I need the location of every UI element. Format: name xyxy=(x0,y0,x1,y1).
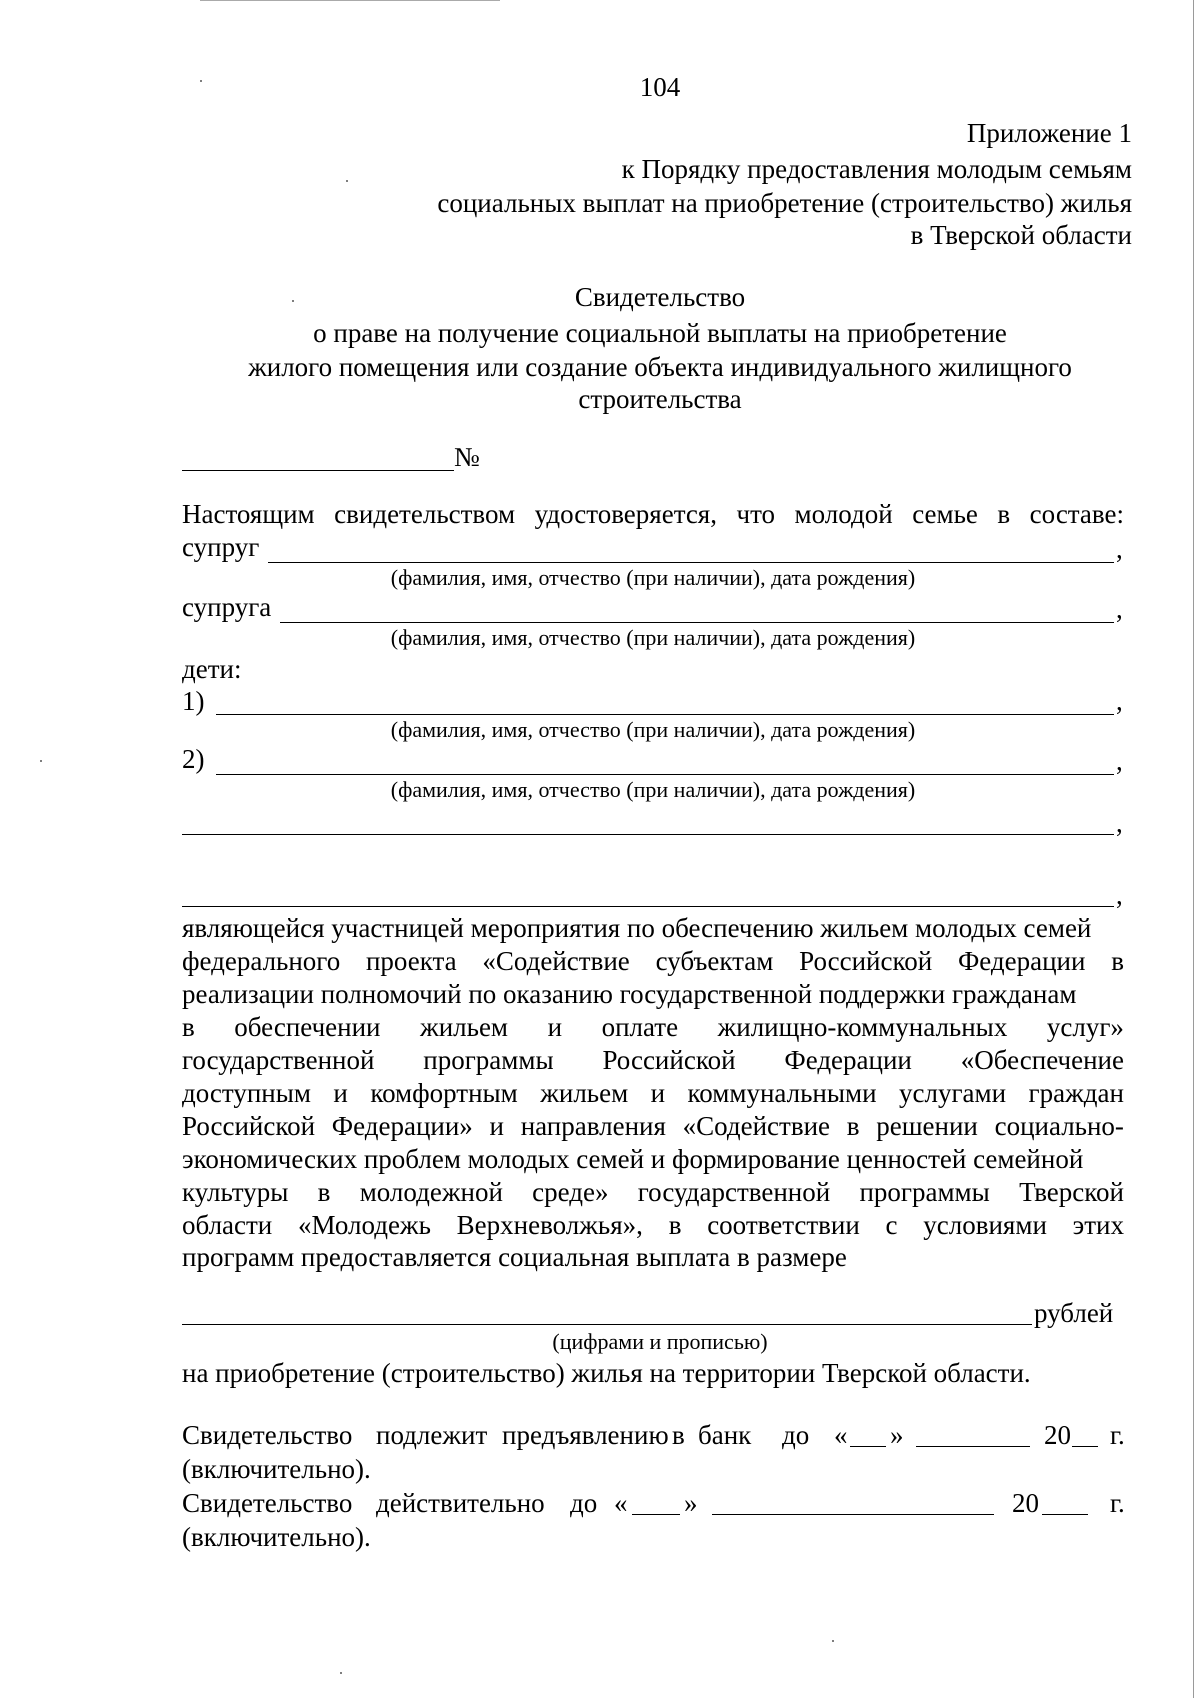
inclusive-note: (включительно). xyxy=(182,1454,371,1484)
body-word: в xyxy=(668,1210,682,1240)
body-word: этих xyxy=(1072,1210,1124,1240)
intro-word: Настоящим xyxy=(182,499,315,529)
scan-speck xyxy=(832,1640,834,1642)
doc-subtitle-1: о праве на получение социальной выплаты на приобретение xyxy=(313,318,1007,348)
body-word: коммунальными xyxy=(687,1078,877,1108)
year-suffix: г. xyxy=(1110,1488,1125,1518)
body-word: Российской xyxy=(799,946,933,976)
body-word: Верхневолжья», xyxy=(456,1210,643,1240)
body-word: Российской xyxy=(602,1045,736,1075)
body-word: жильем xyxy=(420,1012,509,1042)
body-word: культуры xyxy=(182,1177,289,1207)
fio-hint: (фамилия, имя, отчество (при наличии), дата рождения) xyxy=(390,625,916,650)
body-word: молодежной xyxy=(359,1177,503,1207)
appendix-line-3: социальных выплат на приобретение (строительство) жилья xyxy=(437,188,1132,218)
valid-word: Свидетельство xyxy=(182,1488,353,1518)
bank-word: в xyxy=(672,1420,685,1450)
body-word: «Содействие xyxy=(682,1111,831,1141)
body-word: программы xyxy=(423,1045,554,1075)
intro-line xyxy=(182,498,1124,530)
body-text: экономических проблем молодых семей и формирование ценностей семейной xyxy=(182,1144,1084,1174)
comma: , xyxy=(1116,594,1123,624)
intro-word: молодой xyxy=(794,499,893,529)
body-word: оплате xyxy=(601,1012,679,1042)
inclusive-note: (включительно). xyxy=(182,1522,371,1552)
intro-word: составе: xyxy=(1029,499,1124,529)
body-word: социально- xyxy=(994,1111,1124,1141)
child-2-label: 2) xyxy=(182,744,205,774)
body-word: доступным xyxy=(182,1078,311,1108)
body-word: условиями xyxy=(923,1210,1047,1240)
scan-speck xyxy=(292,300,294,302)
amount-hint: (цифрами и прописью) xyxy=(552,1329,768,1354)
body-line xyxy=(182,1044,1124,1076)
amount-field[interactable] xyxy=(182,1324,1032,1325)
scan-speck xyxy=(340,1672,342,1674)
body-last-line: программ предоставляется социальная выплата в размере xyxy=(182,1242,847,1272)
extra-member-field-1[interactable] xyxy=(182,834,1114,835)
spouse-male-field[interactable] xyxy=(268,562,1114,563)
body-line xyxy=(182,978,1124,1010)
body-word: обеспечении xyxy=(234,1012,381,1042)
body-line xyxy=(182,912,1124,944)
spouse-male-label: супруг xyxy=(182,532,260,562)
doc-subtitle-3: строительства xyxy=(578,384,742,414)
body-word: в xyxy=(182,1012,195,1042)
body-text: реализации полномочий по оказанию государственной поддержки гражданам xyxy=(182,979,1077,1009)
scan-speck xyxy=(200,80,202,82)
doc-subtitle-2: жилого помещения или создание объекта индивидуального жилищного xyxy=(248,352,1072,382)
year-prefix: 20 xyxy=(1012,1488,1039,1518)
body-word: субъектам xyxy=(655,946,774,976)
body-word: и xyxy=(489,1111,504,1141)
page-number: 104 xyxy=(639,72,681,102)
body-word: услугами xyxy=(899,1078,1007,1108)
scan-speck xyxy=(40,760,42,762)
appendix-line-1: Приложение 1 xyxy=(966,118,1132,148)
body-word: «Молодежь xyxy=(298,1210,431,1240)
bank-word: Свидетельство xyxy=(182,1420,353,1450)
comma: , xyxy=(1116,746,1123,776)
valid-word: действительно xyxy=(376,1488,545,1518)
body-line xyxy=(182,1077,1124,1109)
comma: , xyxy=(1116,686,1123,716)
body-line xyxy=(182,945,1124,977)
body-word: жильем xyxy=(540,1078,629,1108)
body-word: Федерации» xyxy=(331,1111,473,1141)
body-word: государственной xyxy=(182,1045,375,1075)
body-line xyxy=(182,1176,1124,1208)
comma: , xyxy=(1116,808,1123,838)
intro-word: свидетельством xyxy=(334,499,516,529)
year-prefix: 20 xyxy=(1044,1420,1071,1450)
body-word: с xyxy=(885,1210,898,1240)
body-word: решении xyxy=(876,1111,978,1141)
intro-word: в xyxy=(997,499,1011,529)
child-1-field[interactable] xyxy=(216,714,1114,715)
bank-word: подлежит xyxy=(376,1420,488,1450)
body-word: Федерации xyxy=(957,946,1086,976)
body-word: среде» xyxy=(532,1177,609,1207)
purpose-line: на приобретение (строительство) жилья на территории Тверской области. xyxy=(182,1358,1031,1388)
comma: , xyxy=(1116,534,1123,564)
body-word: и xyxy=(333,1078,348,1108)
body-word: «Обеспечение xyxy=(960,1045,1124,1075)
doc-title: Свидетельство xyxy=(574,282,746,312)
fio-hint: (фамилия, имя, отчество (при наличии), дата рождения) xyxy=(390,717,916,742)
valid-year-field[interactable] xyxy=(1042,1514,1088,1515)
body-word: государственной xyxy=(637,1177,831,1207)
scan-edge-right xyxy=(1193,0,1194,1698)
body-word: и xyxy=(650,1078,666,1108)
year-suffix: г. xyxy=(1110,1420,1125,1450)
open-quote: « xyxy=(834,1420,848,1450)
extra-member-field-2[interactable] xyxy=(182,906,1114,907)
bank-word: до xyxy=(782,1420,810,1450)
spouse-female-label: супруга xyxy=(182,592,272,622)
intro-word: что xyxy=(736,499,776,529)
body-line xyxy=(182,1143,1124,1175)
number-sign: № xyxy=(454,442,480,472)
body-line xyxy=(182,1011,1124,1043)
body-word: граждан xyxy=(1028,1078,1124,1108)
body-word: направления xyxy=(520,1111,666,1141)
bank-word: предъявлению xyxy=(502,1420,669,1450)
body-word: области xyxy=(182,1210,273,1240)
body-word: соответствии xyxy=(707,1210,860,1240)
comma: , xyxy=(1116,880,1123,910)
body-text: являющейся участницей мероприятия по обеспечению жильем молодых семей xyxy=(182,913,1092,943)
body-word: Тверской xyxy=(1019,1177,1124,1207)
scan-speck xyxy=(346,180,348,182)
bank-year-field[interactable] xyxy=(1072,1446,1098,1447)
body-word: комфортным xyxy=(370,1078,518,1108)
body-word: услуг» xyxy=(1046,1012,1124,1042)
bank-month-field[interactable] xyxy=(916,1446,1030,1447)
bank-day-field[interactable] xyxy=(850,1446,886,1447)
body-line xyxy=(182,1110,1124,1142)
body-word: Федерации xyxy=(784,1045,912,1075)
appendix-line-2: к Порядку предоставления молодым семьям xyxy=(621,154,1132,184)
appendix-line-4: в Тверской области xyxy=(910,220,1132,250)
body-word: в xyxy=(317,1177,331,1207)
date-field-line[interactable] xyxy=(182,470,454,471)
rubles-label: рублей xyxy=(1034,1298,1114,1328)
body-line xyxy=(182,1209,1124,1241)
body-word: проекта xyxy=(365,946,457,976)
child-2-field[interactable] xyxy=(216,774,1114,775)
body-word: «Содействие xyxy=(482,946,630,976)
valid-day-field[interactable] xyxy=(632,1514,680,1515)
close-quote: » xyxy=(890,1420,904,1450)
intro-word: удостоверяется, xyxy=(534,499,717,529)
valid-word: до xyxy=(570,1488,598,1518)
close-quote: » xyxy=(684,1488,698,1518)
spouse-female-field[interactable] xyxy=(280,622,1114,623)
fio-hint: (фамилия, имя, отчество (при наличии), дата рождения) xyxy=(390,565,916,590)
child-1-label: 1) xyxy=(182,686,205,716)
body-word: в xyxy=(1111,946,1124,976)
body-word: и xyxy=(547,1012,563,1042)
intro-word: семье xyxy=(912,499,978,529)
open-quote: « xyxy=(614,1488,628,1518)
bank-word: банк xyxy=(698,1420,752,1450)
body-word: Российской xyxy=(182,1111,316,1141)
body-word: программы xyxy=(859,1177,990,1207)
body-word: жилищно-коммунальных xyxy=(717,1012,1008,1042)
children-label: дети: xyxy=(182,654,242,684)
body-word: федерального xyxy=(182,946,341,976)
scan-edge-top xyxy=(200,0,500,1)
valid-month-field[interactable] xyxy=(712,1514,994,1515)
body-word: в xyxy=(846,1111,860,1141)
fio-hint: (фамилия, имя, отчество (при наличии), дата рождения) xyxy=(390,777,916,802)
